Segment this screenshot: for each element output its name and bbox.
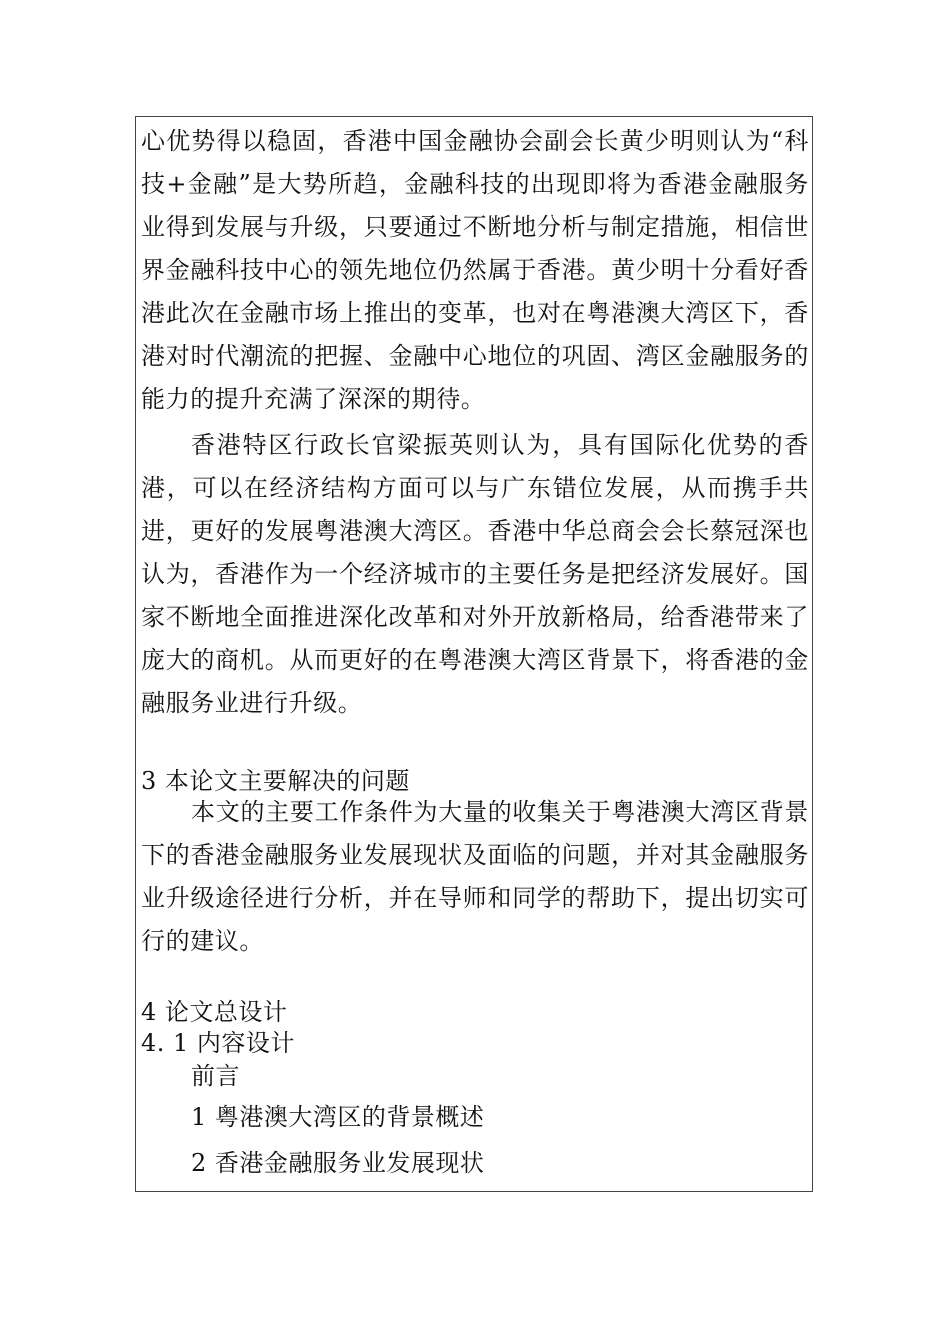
outline-item-preface: 前言 bbox=[191, 1062, 240, 1090]
outline-item-2: 2 香港金融服务业发展现状 bbox=[191, 1149, 485, 1177]
paragraph-main-problems: 本文的主要工作条件为大量的收集关于粤港澳大湾区背景下的香港金融服务业发展现状及面临的问题，并对其金融服务业升级途径进行分析，并在导师和同学的帮助下，提出切实可行的建议。 bbox=[141, 798, 809, 955]
section-heading-4-1: 4. 1 内容设计 bbox=[141, 1029, 295, 1057]
paragraph-leaders-views: 心优势得以稳固，香港中国金融协会副会长黄少明则认为“科技+金融”是大势所趋，金融科技的出现即将为香港金融服务业得到发展与升级，只要通过不断地分析与制定措施，相信世界金融科技中心的领先地位仍然属于香港。黄少明十分看好香港此次在金融市场上推出的变革，也对在粤港澳大湾区下，香港对时代潮流的把握、金融中心地位的巩固、湾区金融服务的能力的提升充满了深深的期待。 bbox=[141, 127, 809, 413]
paragraph-leung-chun-ying: 香港特区行政长官梁振英则认为，具有国际化优势的香港，可以在经济结构方面可以与广东错位发展，从而携手共进，更好的发展粤港澳大湾区。香港中华总商会会长蔡冠深也认为，香港作为一个经济城市的主要任务是把经济发展好。国家不断地全面推进深化改革和对外开放新格局，给香港带来了庞大的商机。从而更好的在粤港澳大湾区背景下，将香港的金融服务业进行升级。 bbox=[141, 431, 809, 717]
outline-item-1: 1 粤港澳大湾区的背景概述 bbox=[191, 1103, 485, 1131]
section-heading-4: 4 论文总设计 bbox=[141, 998, 288, 1026]
section-heading-3: 3 本论文主要解决的问题 bbox=[141, 767, 410, 795]
